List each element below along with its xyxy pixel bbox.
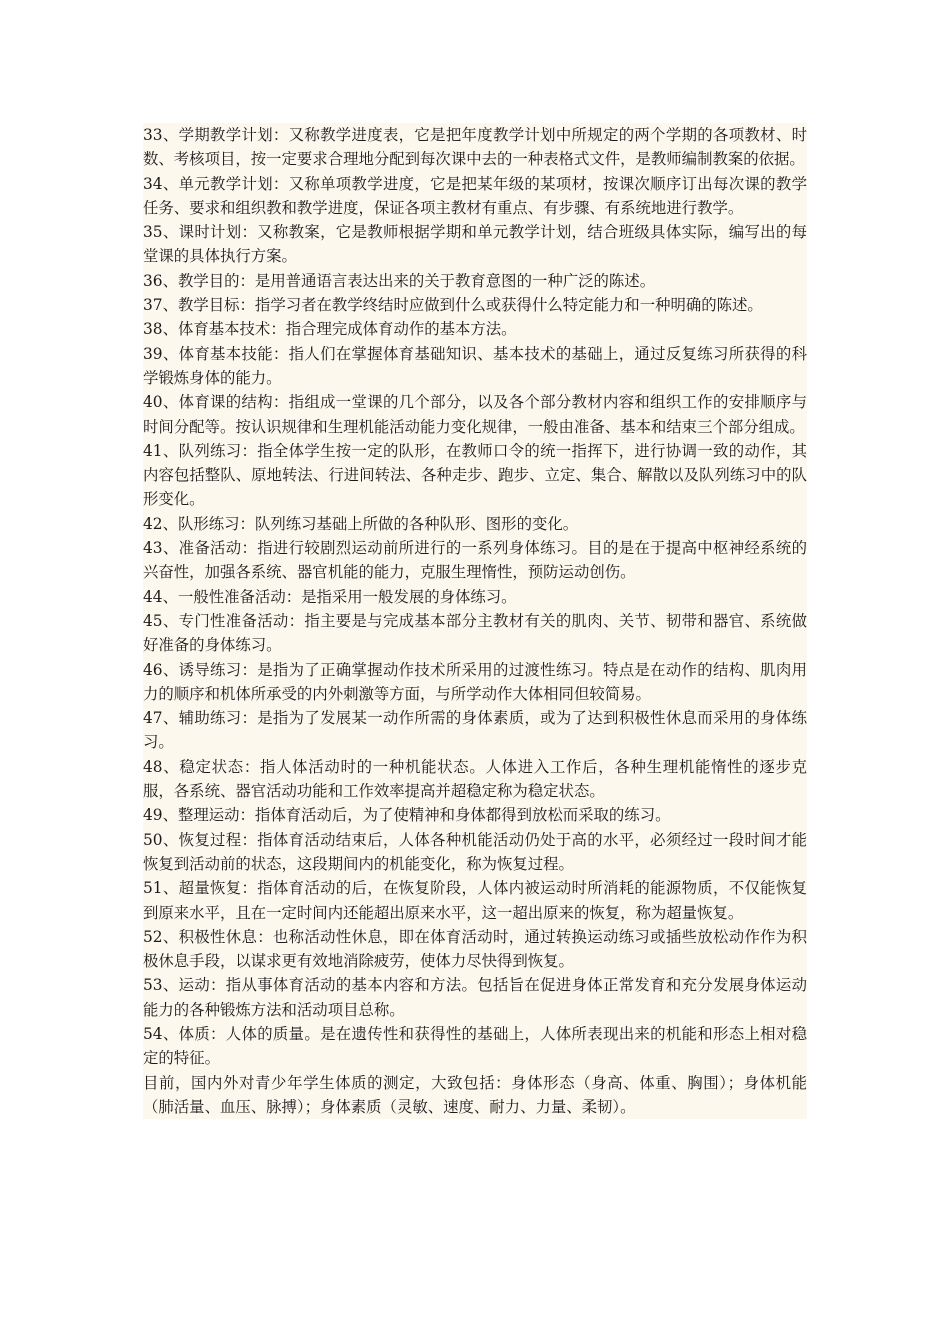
- paragraph-44: 44、一般性准备活动：是指采用一般发展的身体练习。: [143, 587, 517, 606]
- paragraph-36: 36、教学目的：是用普通语言表达出来的关于教育意图的一种广泛的陈述。: [143, 271, 656, 290]
- paragraph-52: 52、积极性休息：也称活动性休息，即在体育活动时，通过转换运动练习或插些放松动作作为积极休息手段，以谋求更有效地消除疲劳，使体力尽快得到恢复。: [143, 927, 807, 971]
- paragraph-49: 49、整理运动：指体育活动后，为了使精神和身体都得到放松而采取的练习。: [143, 806, 671, 825]
- paragraph-35: 35、课时计划：又称教案，它是教师根据学期和单元教学计划，结合班级具体实际，编写出的每堂课的具体执行方案。: [143, 223, 807, 266]
- paragraph-41: 41、队列练习：指全体学生按一定的队形，在教师口令的统一指挥下，进行协调一致的动作，其内容包括整队、原地转法、行进间转法、各种走步、跑步、立定、集合、解散以及队列练习中的队形变化。: [143, 441, 807, 509]
- paragraph-48: 48、稳定状态：指人体活动时的一种机能状态。人体进入工作后，各种生理机能惰性的逐步克服，各系统、器官活动功能和工作效率提高并超稳定称为稳定状态。: [143, 757, 807, 801]
- document-body: [143, 123, 807, 1119]
- paragraph-39: 39、体育基本技能：指人们在掌握体育基础知识、基本技术的基础上，通过反复练习所获得的科学锻炼身体的能力。: [143, 344, 807, 387]
- paragraph-37: 37、教学目标：指学习者在教学终结时应做到什么或获得什么特定能力和一种明确的陈述。: [143, 296, 763, 315]
- paragraph-34: 34、单元教学计划：又称单项教学进度，它是把某年级的某项材，按课次顺序订出每次课的教学任务、要求和组织教和教学进度，保证各项主教材有重点、有步骤、有系统地进行教学。: [143, 174, 807, 217]
- paragraph-53: 53、运动：指从事体育活动的基本内容和方法。包括旨在促进身体正常发育和充分发展身体运动能力的各种锻炼方法和活动项目总称。: [143, 976, 807, 1019]
- paragraph-40: 40、体育课的结构：指组成一堂课的几个部分，以及各个部分教材内容和组织工作的安排顺序与时间分配等。按认识规律和生理机能活动能力变化规律，一般由准备、基本和结束三个部分组成。: [143, 393, 807, 436]
- paragraph-50: 50、恢复过程：指体育活动结束后，人体各种机能活动仍处于高的水平，必须经过一段时间才能恢复到活动前的状态，这段期间内的机能变化，称为恢复过程。: [143, 830, 807, 873]
- paragraph-47: 47、辅助练习：是指为了发展某一动作所需的身体素质，或为了达到积极性休息而采用的身体练习。: [143, 709, 807, 752]
- paragraph-51: 51、超量恢复：指体育活动的后，在恢复阶段，人体内被运动时所消耗的能源物质，不仅能恢复到原来水平，且在一定时间内还能超出原来水平，这一超出原来的恢复，称为超量恢复。: [143, 879, 807, 922]
- paragraph-54: 54、体质：人体的质量。是在遗传性和获得性的基础上，人体所表现出来的机能和形态上相对稳定的特征。: [143, 1024, 807, 1068]
- paragraph-43: 43、准备活动：指进行较剧烈运动前所进行的一系列身体练习。目的是在于提高中枢神经系统的兴奋性，加强各系统、器官机能的能力，克服生理惰性，预防运动创伤。: [143, 539, 807, 582]
- paragraph-38: 38、体育基本技术：指合理完成体育动作的基本方法。: [143, 320, 517, 339]
- paragraph-45: 45、专门性准备活动：指主要是与完成基本部分主教材有关的肌肉、关节、韧带和器官、系统做好准备的身体练习。: [143, 611, 807, 655]
- paragraph-33: 33、学期教学计划：又称教学进度表，它是把年度教学计划中所规定的两个学期的各项教材、时数、考核项目，按一定要求合理地分配到每次课中去的一种表格式文件，是教师编制教案的依据。: [143, 126, 807, 169]
- paragraph-physique-measurement: 目前，国内外对青少年学生体质的测定，大致包括：身体形态（身高、体重、胸围）；身体机能（肺活量、血压、脉搏）；身体素质（灵敏、速度、耐力、力量、柔韧）。: [143, 1073, 807, 1116]
- paragraph-46: 46、诱导练习：是指为了正确掌握动作技术所采用的过渡性练习。特点是在动作的结构、肌肉用力的顺序和机体所承受的内外刺激等方面，与所学动作大体相同但较简易。: [143, 660, 807, 703]
- paragraph-42: 42、队形练习：队列练习基础上所做的各种队形、图形的变化。: [143, 514, 579, 533]
